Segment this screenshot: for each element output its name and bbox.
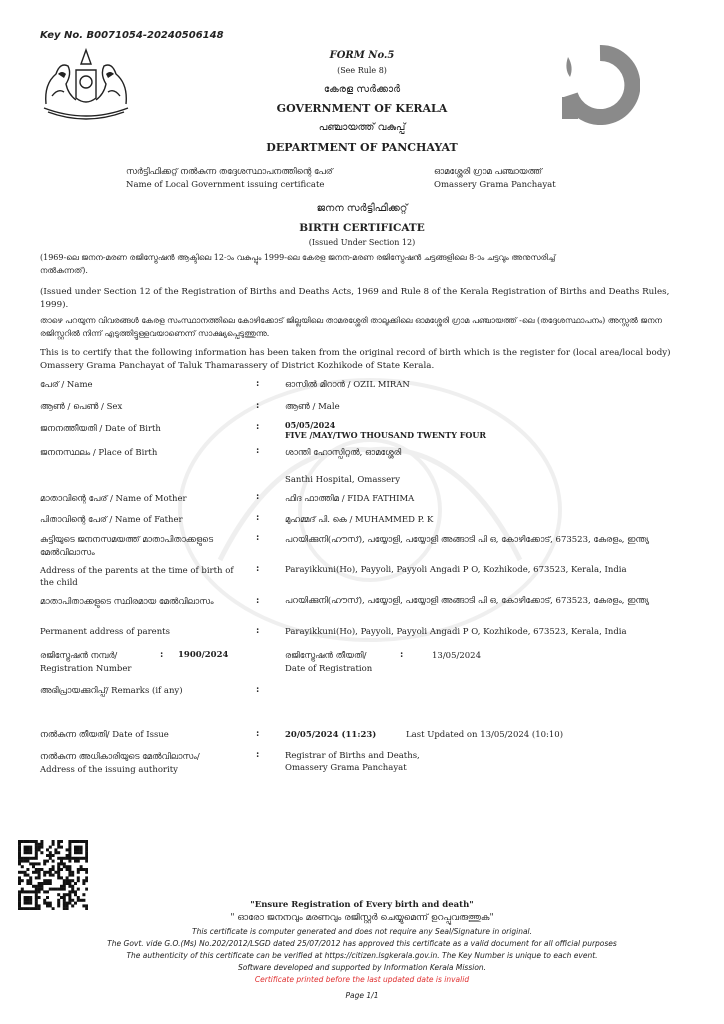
footer-line-4: Software developed and supported by Information Kerala Mission.	[237, 963, 487, 972]
colon: :	[256, 446, 260, 456]
para-en-2: This is to certify that the following information has been taken from the original record of birth which is the register for (local area/local body) Omassery Grama Panchayat of Taluk Thamarassery of District Kozhikode of State Kerala.	[40, 348, 671, 371]
footer-line-3: The authenticity of this certificate can be verified at https://citizen.lsgkerala.gov.in. The Key Number is unique to each event.	[126, 951, 598, 960]
colon: :	[256, 379, 260, 389]
colon: :	[256, 729, 260, 739]
remarks-label: അഭിപ്രായക്കുറിപ്പ്/ Remarks (if any)	[40, 686, 183, 696]
authority-label-en: Address of the issuing authority	[40, 765, 178, 775]
permanent-address-label-ml: മാതാപിതാക്കളുടെ സ്ഥിരമായ മേൽവിലാസം	[40, 597, 214, 607]
issue-date-value: 20/05/2024 (11:23)	[285, 730, 377, 740]
certificate-title-en: BIRTH CERTIFICATE	[299, 222, 425, 234]
page-number: Page 1/1	[345, 991, 379, 1000]
para-ml-2: താഴെ പറയുന്ന വിവരങ്ങൾ കേരള സംസ്ഥാനത്തിലെ കോഴിക്കോട് ജില്ലയിലെ താമരശ്ശേരി താലൂക്കിലെ ഓമശ്ശേരി ഗ്രാമ പഞ്ചായത്ത് -ലെ (തദ്ദേശസ്ഥാപനം) അസ്സൽ ജനന രജിസ്റ്ററിൽ നിന്ന് എടുത്തിട്ടുള്ളവയാണെന്ന് സാക്ഷ്യപ്പെടുത്തുന്നു.	[40, 316, 662, 338]
colon: :	[256, 492, 260, 502]
dob-value: 05/05/2024	[285, 420, 336, 430]
authority-label-ml: നൽകുന്ന അധികാരിയുടെ മേൽവിലാസം/	[40, 752, 200, 762]
watermark-emblem-icon	[160, 360, 580, 660]
para-ml-1: (1969-ലെ ജനന-മരണ രജിസ്ട്രേഷൻ ആക്ടിലെ 12-ാം വകുപ്പും 1999-ലെ കേരള ജനന-മരണ രജിസ്ട്രേഷൻ ചട്ടങ്ങളിലെ 8-ാം ചട്ടവും അനുസരിച്ച് നൽകുന്നത്).	[40, 253, 556, 275]
sex-value: ആൺ / Male	[285, 402, 340, 412]
issue-date-label: നൽകുന്ന തീയതി/ Date of Issue	[40, 730, 169, 740]
name-value: ഓസിൽ മിറാൻ / OZIL MIRAN	[285, 380, 410, 390]
mother-value: ഫിദ ഫാത്തിമ / FIDA FATHIMA	[285, 494, 415, 504]
issuing-body-label-en: Name of Local Government issuing certificate	[126, 180, 325, 190]
permanent-address-value-ml: പറയിക്കുനി(ഹൗസ്), പയ്യോളി, പയ്യോളി അങ്ങാടി പി ഒ, കോഴിക്കോട്, 673523, കേരളം, ഇന്ത്യ	[285, 596, 650, 606]
mother-label: മാതാവിന്റെ പേര് / Name of Mother	[40, 494, 187, 504]
reg-no-label-ml: രജിസ്ട്രേഷൻ നമ്പർ/	[40, 651, 118, 661]
footer-line-2: The Govt. vide G.O.(Ms) No.202/2012/LSGD dated 25/07/2012 has approved this certificate as a valid document for all official purposes	[107, 939, 617, 948]
pob-value-ml: ശാന്തി ഹോസ്പിറ്റൽ, ഓമശ്ശേരി	[285, 448, 402, 458]
permanent-address-label-en: Permanent address of parents	[40, 627, 170, 637]
reg-no-label-en: Registration Number	[40, 664, 132, 674]
slogan-en: "Ensure Registration of Every birth and death"	[250, 900, 474, 910]
form-number: FORM No.5	[329, 50, 395, 61]
issued-under: (Issued Under Section 12)	[308, 238, 416, 247]
issuing-body-label-ml: സർട്ടിഫിക്കറ്റ് നൽകുന്ന തദ്ദേശസ്ഥാപനത്തിന്റെ പേര്	[126, 167, 333, 177]
birth-address-value-ml: പറയിക്കുനി(ഹൗസ്), പയ്യോളി, പയ്യോളി അങ്ങാടി പി ഒ, കോഴിക്കോട്, 673523, കേരളം, ഇന്ത്യ	[285, 535, 650, 545]
sex-label: ആൺ / പെൺ / Sex	[40, 402, 123, 412]
colon: :	[256, 626, 260, 636]
colon: :	[160, 650, 164, 660]
authority-value-1: Registrar of Births and Deaths,	[285, 751, 420, 761]
issuing-body-value-ml: ഓമശ്ശേരി ഗ്രാമ പഞ്ചായത്ത്	[434, 167, 542, 177]
reg-date-label-en: Date of Registration	[285, 664, 373, 674]
pob-value-en: Santhi Hospital, Omassery	[285, 475, 401, 485]
colon: :	[256, 564, 260, 574]
colon: :	[400, 650, 404, 660]
dob-words: FIVE /MAY/TWO THOUSAND TWENTY FOUR	[285, 430, 486, 440]
footer-warning: Certificate printed before the last updated date is invalid	[254, 975, 470, 984]
kerala-govt-en: GOVERNMENT OF KERALA	[276, 102, 448, 115]
panchayat-dept-ml: പഞ്ചായത്ത് വകുപ്പ്	[318, 122, 406, 133]
birth-address-value-en: Parayikkuni(Ho), Payyoli, Payyoli Angadi P O, Kozhikode, 673523, Kerala, India	[285, 565, 627, 575]
issuing-body-value-en: Omassery Grama Panchayat	[434, 180, 556, 190]
certificate-title-ml: ജനന സർട്ടിഫിക്കറ്റ്	[316, 203, 408, 214]
dob-label: ജനനത്തീയതി / Date of Birth	[40, 424, 161, 434]
key-number: Key No. B0071054-20240506148	[40, 30, 224, 41]
colon: :	[256, 513, 260, 523]
see-rule: (See Rule 8)	[337, 66, 387, 75]
father-label: പിതാവിന്റെ പേര് / Name of Father	[40, 515, 183, 525]
reg-no-value: 1900/2024	[178, 650, 229, 660]
colon: :	[256, 750, 260, 760]
permanent-address-value-en: Parayikkuni(Ho), Payyoli, Payyoli Angadi P O, Kozhikode, 673523, Kerala, India	[285, 627, 627, 637]
father-value: മുഹമ്മദ് പി. കെ / MUHAMMED P. K	[285, 515, 434, 525]
reg-date-label-ml: രജിസ്ട്രേഷൻ തീയതി/	[285, 651, 367, 661]
colon: :	[256, 533, 260, 543]
colon: :	[256, 401, 260, 411]
kerala-govt-ml: കേരള സർക്കാർ	[323, 84, 401, 95]
name-label: പേര് / Name	[40, 380, 93, 390]
footer-line-1: This certificate is computer generated and does not require any Seal/Signature in original.	[191, 927, 533, 936]
panchayat-dept-en: DEPARTMENT OF PANCHAYAT	[266, 141, 458, 154]
birth-address-label-ml: കുട്ടിയുടെ ജനനസമയത്ത് മാതാപിതാക്കളുടെ മേൽവിലാസം	[40, 535, 214, 558]
slogan-ml: " ഓരോ ജനനവും മരണവും രജിസ്റ്റർ ചെയ്യുമെന്ന് ഉറപ്പുവരുത്തുക"	[230, 913, 494, 923]
authority-value-2: Omassery Grama Panchayat	[285, 763, 407, 773]
colon: :	[256, 596, 260, 606]
reg-date-value: 13/05/2024	[432, 651, 481, 661]
colon: :	[256, 422, 260, 432]
birth-address-label-en: Address of the parents at the time of birth of the child	[40, 566, 234, 588]
last-updated: Last Updated on 13/05/2024 (10:10)	[406, 730, 564, 740]
para-en-1: (Issued under Section 12 of the Registration of Births and Deaths Acts, 1969 and Rule 8 of the Kerala Registration of Births and Deaths Rules, 1999).	[40, 287, 670, 310]
pob-label: ജനനസ്ഥലം / Place of Birth	[40, 448, 158, 458]
colon: :	[256, 685, 260, 695]
